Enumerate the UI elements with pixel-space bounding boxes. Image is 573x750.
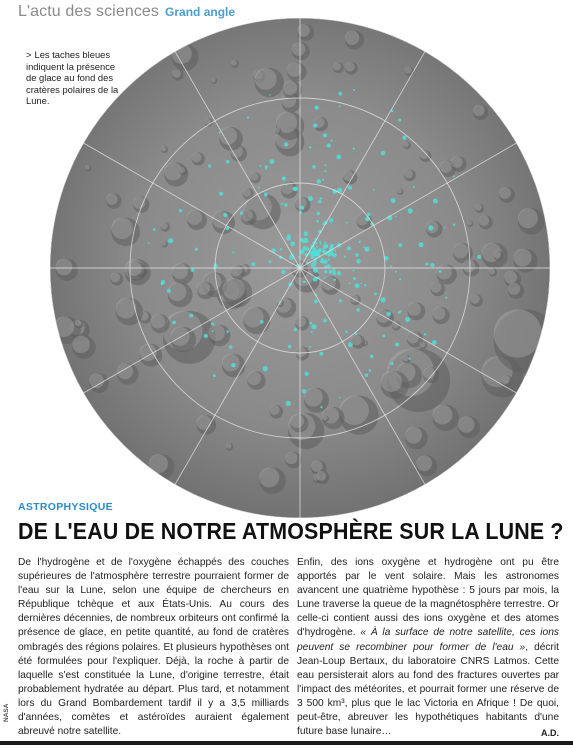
ice-spot — [398, 243, 402, 247]
crater-rim — [473, 105, 484, 116]
ice-spot — [213, 374, 216, 377]
crater-rim — [514, 249, 532, 267]
crater-rim — [297, 24, 310, 37]
ice-spot — [148, 242, 150, 244]
ice-spot — [258, 186, 260, 188]
ice-spot — [251, 262, 255, 266]
footer-rule — [0, 741, 573, 745]
ice-spot — [364, 284, 366, 286]
ice-spot — [370, 355, 374, 359]
ice-spot — [319, 352, 323, 356]
crater-rim — [179, 167, 185, 173]
crater-rim — [494, 251, 501, 258]
ice-spot — [444, 227, 446, 229]
crater-rim — [467, 220, 472, 225]
ice-spot — [365, 373, 368, 376]
crater-rim — [275, 128, 280, 133]
ice-spot — [219, 192, 223, 196]
crater-rim — [111, 218, 132, 239]
ice-spot — [259, 165, 261, 167]
crater-rim — [405, 67, 412, 74]
caption-arrow-icon: > — [26, 49, 32, 60]
crater-rim — [243, 188, 252, 197]
ice-spot — [386, 312, 391, 317]
crater-rim — [85, 165, 90, 170]
crater-rim — [172, 263, 188, 279]
ice-spot — [320, 197, 322, 199]
ice-spot — [265, 165, 268, 168]
ice-spot — [263, 366, 268, 371]
ice-spot — [319, 242, 321, 244]
crater-rim — [475, 204, 482, 211]
crater-rim — [149, 454, 168, 473]
ice-spot — [332, 253, 337, 258]
ice-spot — [439, 270, 442, 273]
crater-rim — [345, 31, 359, 45]
ice-spot — [336, 155, 341, 160]
ice-spot — [311, 324, 316, 329]
crater-rim — [432, 307, 445, 320]
ice-spot — [327, 264, 330, 267]
ice-spot — [428, 225, 433, 230]
ice-spot — [288, 345, 292, 349]
ice-spot — [320, 261, 322, 263]
ice-spot — [391, 198, 396, 203]
ice-spot — [317, 179, 321, 183]
ice-spot — [317, 212, 321, 216]
crater-rim — [451, 156, 463, 168]
crater-rim — [56, 259, 73, 276]
ice-spot — [211, 322, 214, 325]
article-column-1 — [18, 556, 289, 739]
crater-rim — [247, 371, 261, 385]
crater-rim — [453, 243, 468, 258]
ice-spot — [311, 331, 313, 333]
ice-spot — [309, 346, 311, 348]
ice-spot — [374, 293, 377, 296]
ice-spot — [356, 308, 360, 312]
ice-spot — [284, 203, 287, 206]
ice-spot — [363, 246, 365, 248]
ice-spot — [204, 334, 208, 338]
ice-spot — [264, 193, 268, 197]
ice-spot — [304, 232, 308, 236]
crater-rim — [255, 68, 277, 90]
caption-text: Les taches bleues indiquent la présence de glace au fond des cratères polaires de la Lune. — [26, 49, 119, 106]
ice-spot — [325, 164, 327, 166]
ice-spot — [179, 209, 182, 212]
crater-rim — [470, 294, 480, 304]
crater-rim — [209, 325, 225, 341]
ice-spot — [318, 248, 322, 252]
crater-rim — [151, 314, 165, 328]
ice-spot — [292, 242, 294, 244]
crater-rim — [283, 81, 297, 95]
ice-spot — [353, 147, 355, 149]
ice-spot — [324, 277, 326, 279]
ice-spot — [168, 238, 173, 243]
crater-rim — [290, 414, 304, 428]
ice-spot — [355, 253, 359, 257]
crater-rim — [241, 210, 253, 222]
ice-spot — [359, 241, 361, 243]
crater-rim — [405, 427, 422, 444]
crater-rim — [381, 371, 402, 392]
image-caption — [26, 49, 126, 107]
ice-spot — [402, 136, 406, 140]
column-2-text-cont: , décrit Jean-Loup Bertaux, du laboratoire CNRS Latmos. Cette eau persisterait alors au fond des fractures ouvertes par l'impact des météorites, et pourrait former une réserve de 3 500 km³, plus que le lac Victoria en Afrique ! De quoi, peut-être, abreuver les hypothétiques habitants d'une future base lunaire… — [297, 641, 559, 738]
rubric-subtitle: Grand angle — [165, 5, 236, 19]
ice-spot — [322, 179, 324, 181]
ice-spot — [424, 333, 426, 335]
ice-spot — [432, 340, 437, 345]
crater-rim — [106, 193, 118, 205]
crater-rim — [211, 78, 216, 83]
crater-rim — [127, 262, 141, 276]
ice-spot — [195, 248, 198, 251]
ice-spot — [329, 270, 333, 274]
crater-rim — [501, 375, 510, 384]
crater-rim — [269, 405, 279, 415]
crater-rim — [222, 354, 240, 372]
ice-spot — [382, 334, 385, 337]
ice-spot — [313, 251, 318, 256]
ice-spot — [189, 314, 193, 318]
photo-credit: NASA — [3, 703, 10, 722]
crater-rim — [419, 341, 425, 347]
ice-spot — [269, 94, 271, 96]
ice-spot — [153, 228, 156, 231]
ice-spot — [324, 245, 327, 248]
crater-rim — [231, 60, 237, 66]
quote-text: « À la surface de notre satellite, ces ions peuvent se recombiner pour former de l'eau » — [297, 627, 559, 653]
ice-spot — [398, 119, 401, 122]
ice-spot — [316, 245, 318, 247]
column-2-text: Enfin, des ions oxygène et hydrogène ont pu être apportés par le vent solaire. Mais les astronomes avancent une quatrième hypothèse : 5 jours par mois, la Lune traverse la queue de la magnétosphère terrestre. Or celle-ci contient aussi des ions oxygène et des atomes d'hydrogène. — [297, 557, 559, 639]
ice-spot — [453, 175, 455, 177]
ice-spot — [344, 256, 346, 258]
ice-spot — [364, 247, 369, 252]
ice-spot — [315, 106, 319, 110]
ice-spot — [311, 262, 316, 267]
ice-spot — [324, 170, 326, 172]
ice-spot — [425, 263, 428, 266]
crater-rim — [479, 215, 490, 226]
ice-spot — [308, 196, 313, 201]
crater-rim — [170, 327, 189, 346]
ice-spot — [269, 159, 274, 164]
ice-spot — [309, 146, 311, 148]
ice-spot — [280, 248, 282, 250]
ice-spot — [306, 247, 309, 250]
ice-spot — [161, 283, 164, 286]
crater-rim — [489, 268, 495, 274]
ice-spot — [232, 251, 234, 253]
crater-rim — [463, 260, 476, 273]
crater-rim — [430, 282, 441, 293]
crater-rim — [187, 210, 202, 225]
ice-spot — [445, 297, 447, 299]
ice-spot — [309, 322, 312, 325]
crater-rim — [226, 443, 232, 449]
crater-rim — [292, 42, 306, 56]
crater-rim — [172, 44, 192, 64]
crater-rim — [296, 347, 306, 357]
ice-spot — [348, 186, 352, 190]
ice-spot — [269, 260, 272, 263]
ice-spot — [219, 131, 221, 133]
ice-spot — [226, 160, 230, 164]
ice-spot — [453, 224, 455, 226]
ice-spot — [381, 297, 386, 302]
ice-spot — [349, 282, 351, 284]
ice-spot — [281, 270, 285, 274]
ice-spot — [223, 213, 227, 217]
crater-rim — [231, 265, 242, 276]
crater-rim — [54, 317, 74, 337]
crater-rim — [458, 416, 474, 432]
crater-rim — [285, 452, 297, 464]
ice-spot — [226, 330, 229, 333]
ice-spot — [337, 271, 341, 275]
ice-spot — [347, 246, 351, 250]
ice-spot — [408, 357, 410, 359]
crater-rim — [343, 170, 354, 181]
crater-rim — [287, 62, 301, 76]
ice-spot — [327, 143, 331, 147]
crater-rim — [223, 278, 245, 300]
ice-spot — [293, 187, 297, 191]
ice-spot — [281, 203, 283, 205]
ice-spot — [312, 165, 316, 169]
crater-rim — [494, 309, 542, 357]
ice-spot — [284, 142, 288, 146]
crater-rim — [250, 172, 258, 180]
crater-rim — [243, 307, 263, 327]
ice-spot — [229, 345, 232, 348]
crater-rim — [321, 276, 335, 290]
crater-rim — [397, 188, 402, 193]
ice-spot — [405, 317, 410, 322]
ice-spot — [477, 255, 481, 259]
ice-spot — [355, 283, 360, 288]
ice-spot — [313, 123, 317, 127]
ice-spot — [316, 220, 319, 223]
crater-rim — [404, 169, 413, 178]
ice-spot — [419, 242, 424, 247]
crater-rim — [304, 388, 323, 407]
crater-rim — [518, 208, 538, 228]
ice-spot — [265, 168, 267, 170]
crater-rim — [333, 62, 341, 70]
crater-rim — [172, 69, 181, 78]
ice-spot — [408, 208, 413, 213]
ice-spot — [390, 265, 392, 267]
ice-spot — [345, 331, 348, 334]
ice-spot — [294, 328, 298, 332]
ice-spot — [282, 176, 286, 180]
ice-spot — [286, 401, 291, 406]
crater-rim — [160, 222, 167, 229]
article-kicker: ASTROPHYSIQUE — [18, 501, 113, 513]
crater-rim — [161, 241, 166, 246]
ice-spot — [322, 249, 326, 253]
crater-rim — [403, 141, 409, 147]
ice-spot — [339, 299, 342, 302]
ice-spot — [231, 363, 235, 367]
ice-spot — [353, 277, 356, 280]
article-column-2 — [297, 556, 559, 740]
ice-spot — [208, 164, 211, 167]
ice-spot — [369, 369, 372, 372]
ice-spot — [430, 263, 434, 267]
ice-spot — [338, 92, 342, 96]
crater-rim — [197, 282, 210, 295]
crater-rim — [197, 415, 212, 430]
ice-spot — [240, 212, 243, 215]
ice-spot — [433, 199, 438, 204]
crater-rim — [345, 62, 354, 71]
ice-spot — [172, 321, 176, 325]
crater-rim — [322, 415, 327, 420]
crater-rim — [259, 467, 279, 487]
article-headline: DE L'EAU DE NOTRE ATMOSPHÈRE SUR LA LUNE ? — [18, 518, 564, 544]
ice-spot — [398, 311, 401, 314]
ice-spot — [323, 133, 327, 137]
ice-spot — [399, 278, 401, 280]
ice-spot — [334, 250, 336, 252]
crater-rim — [110, 273, 120, 283]
crater-rim — [351, 335, 361, 345]
crater-rim — [402, 355, 408, 361]
ice-spot — [381, 151, 385, 155]
crater-rim — [416, 455, 432, 471]
crater-rim — [192, 152, 202, 162]
crater-rim — [407, 302, 420, 315]
ice-spot — [318, 200, 321, 203]
ice-spot — [356, 259, 360, 263]
ice-spot — [395, 216, 397, 218]
crater-rim — [316, 471, 326, 481]
ice-spot — [352, 270, 354, 272]
column-1-text: De l'hydrogène et de l'oxygène échappés des couches supérieures de l'atmosphère terrestre pourraient former de l'eau sur la Lune, selon une équipe de chercheurs en République tchèque et aux États-Unis. Au cours des dernières décennies, de nombreux orbiteurs ont confirmé la présence de glace, en petite quantité, au fond de cratères ombragés des régions polaires. Et plusieurs hypothèses ont été formulées pour l'expliquer. Déjà, la roche à partir de laquelle s'est constituée la Lune, d'origine terrestre, était probablement hydratée au départ. Plus tard, et notamment lors du Grand Bombardement tardif il y a 3,5 milliards d'années, comètes et astéroïdes auraient également abreuvé notre satellite. — [18, 557, 289, 738]
ice-spot — [328, 259, 330, 261]
ice-spot — [348, 342, 353, 347]
ice-spot — [167, 289, 171, 293]
ice-spot — [330, 244, 334, 248]
ice-spot — [323, 319, 327, 323]
ice-spot — [346, 222, 348, 224]
crater-rim — [433, 405, 453, 425]
crater-rim — [161, 146, 166, 151]
ice-spot — [315, 270, 318, 273]
ice-spot — [391, 362, 394, 365]
crater-rim — [508, 283, 520, 295]
ice-spot — [324, 241, 326, 243]
ice-spot — [303, 238, 308, 243]
ice-spot — [303, 281, 306, 284]
ice-spot — [395, 271, 397, 273]
ice-spot — [320, 406, 322, 408]
ice-spot — [247, 116, 249, 118]
ice-spot — [305, 372, 309, 376]
ice-spot — [300, 206, 304, 210]
crater-rim — [504, 271, 517, 284]
ice-spot — [191, 268, 195, 272]
crater-rim — [440, 161, 452, 173]
ice-spot — [353, 89, 355, 91]
ice-spot — [360, 282, 362, 284]
ice-spot — [333, 278, 336, 281]
ice-spot — [339, 105, 341, 107]
crater-rim — [219, 127, 237, 145]
crater-rim — [499, 187, 511, 199]
ice-spot — [373, 189, 375, 191]
ice-spot — [212, 330, 214, 332]
ice-spot — [413, 186, 415, 188]
ice-spot — [314, 299, 318, 303]
author-signature: A.D. — [541, 728, 559, 739]
ice-spot — [395, 342, 399, 346]
crater-rim — [311, 460, 323, 472]
crater-rim — [72, 336, 89, 353]
ice-spot — [324, 270, 327, 273]
ice-spot — [328, 254, 331, 257]
crater-rim — [75, 320, 81, 326]
ice-spot — [302, 389, 306, 393]
ice-spot — [286, 236, 291, 241]
ice-spot — [260, 320, 264, 324]
ice-spot — [213, 263, 217, 267]
rubric-title: L'actu des sciences — [18, 3, 160, 20]
ice-spot — [331, 140, 333, 142]
ice-spot — [339, 397, 341, 399]
ice-spot — [329, 218, 333, 222]
